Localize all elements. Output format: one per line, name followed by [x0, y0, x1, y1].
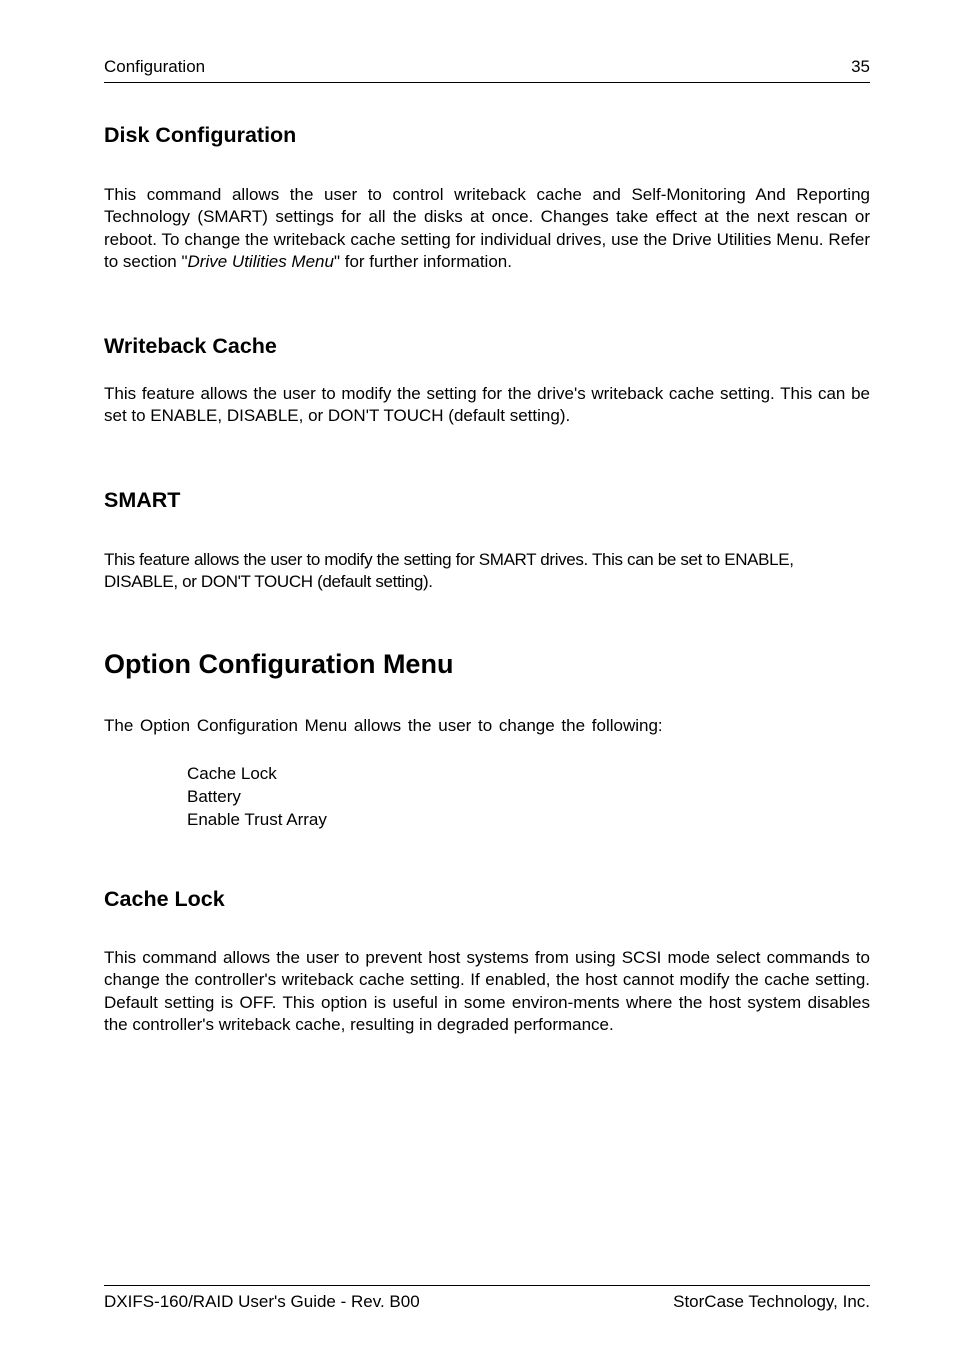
smart-paragraph: This feature allows the user to modify the setting for SMART drives. This can be set to ENABLE, DISABLE, or DON'T TOUCH (default setting).	[104, 550, 794, 592]
header-rule	[104, 82, 870, 83]
option-item-enable-trust-array: Enable Trust Array	[187, 810, 327, 829]
disk-configuration-paragraph	[104, 184, 870, 273]
option-item-cache-lock: Cache Lock	[187, 764, 277, 783]
cache-lock-paragraph: This command allows the user to prevent host systems from using SCSI mode select commands to change the controller's writeback cache setting. If enabled, the host cannot modify the cache setting. Default setting is OFF. This option is useful in some environ-ments where the host system disables the controller's writeback cache, resulting in degraded performance.	[104, 948, 870, 1034]
footer-document-title: DXIFS-160/RAID User's Guide - Rev. B00	[104, 1292, 420, 1311]
drive-utilities-menu-reference: Drive Utilities Menu	[187, 251, 334, 271]
footer-company-name: StorCase Technology, Inc.	[673, 1292, 870, 1311]
footer-rule	[104, 1285, 870, 1286]
document-page	[104, 0, 870, 1369]
disk-configuration-text-2: " for further information.	[333, 251, 512, 271]
option-configuration-heading: Option Configuration Menu	[104, 649, 454, 679]
page-number: 35	[851, 57, 870, 76]
option-list	[187, 763, 327, 832]
smart-heading: SMART	[104, 488, 181, 512]
writeback-cache-heading: Writeback Cache	[104, 334, 277, 358]
writeback-cache-paragraph: This feature allows the user to modify the setting for the drive's writeback cache setting. This can be set to ENABLE, DISABLE, or DON'T TOUCH (default setting).	[104, 384, 870, 426]
disk-configuration-text-1: This command allows the user to control writeback cache and Self-Monitoring And Reporting Technology (SMART) settings for all the disks at once. Changes take effect at the next rescan or reboot. To change the writeback cache setting for individual drives, use the Drive Utilities Menu. Refer to section "	[104, 185, 870, 271]
header-section-name: Configuration	[104, 57, 206, 76]
option-configuration-intro: The Option Configuration Menu allows the user to change the following:	[104, 716, 663, 735]
disk-configuration-heading: Disk Configuration	[104, 123, 297, 147]
option-item-battery: Battery	[187, 787, 241, 806]
cache-lock-heading: Cache Lock	[104, 887, 225, 911]
